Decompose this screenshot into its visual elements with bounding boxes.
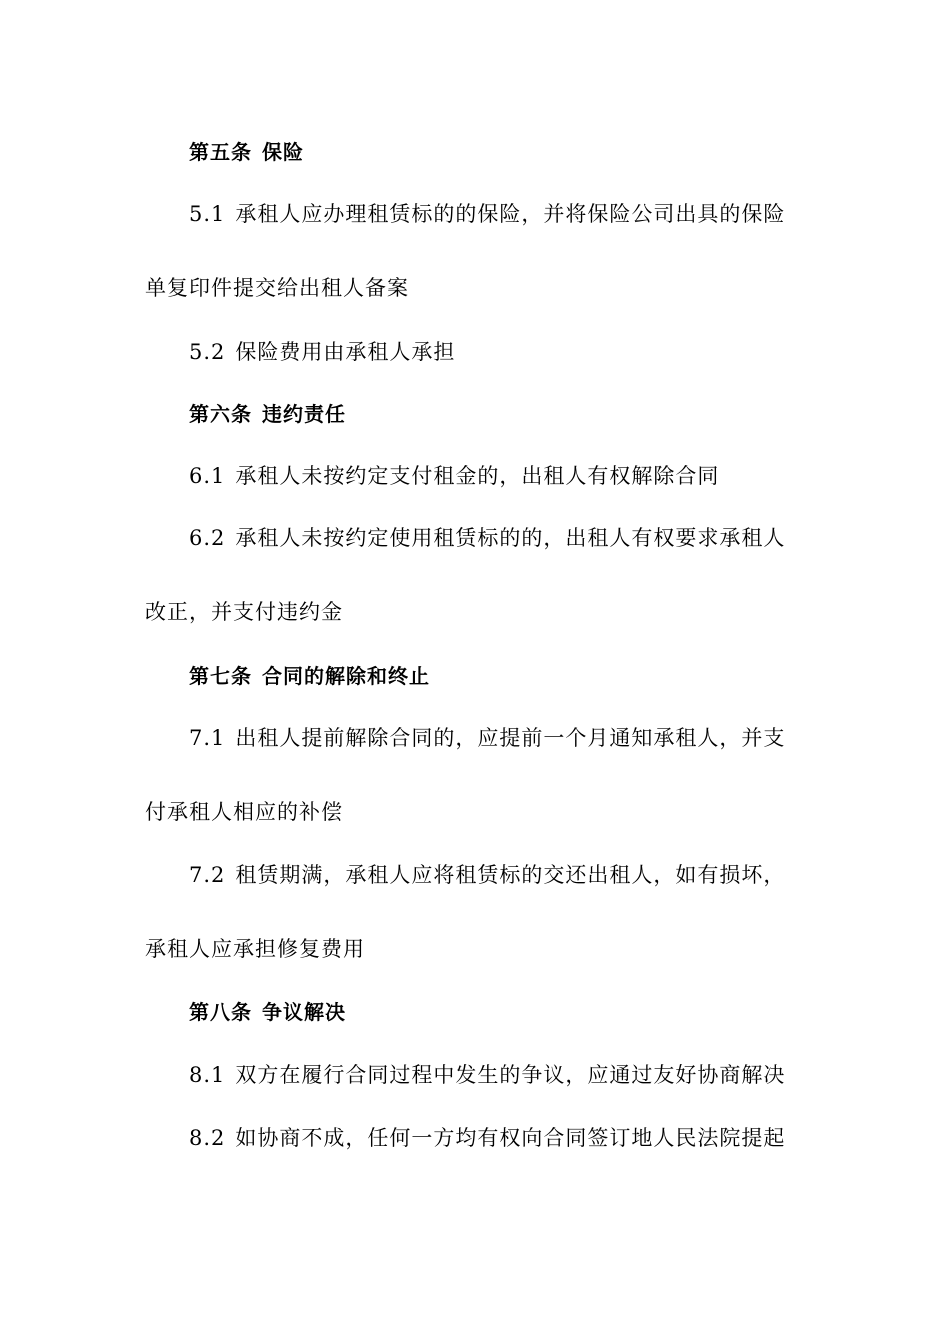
clause-8-2-text: 如协商不成，任何一方均有权向合同签订地人民法院提起 xyxy=(235,1126,786,1150)
clause-8-1 xyxy=(189,1061,785,1089)
article-8-title: 争议解决 xyxy=(262,1000,346,1024)
clause-5-1-continuation: 单复印件提交给出租人备案 xyxy=(145,276,409,300)
article-5-title: 保险 xyxy=(262,140,304,164)
clause-8-1-text: 双方在履行合同过程中发生的争议，应通过友好协商解决 xyxy=(235,1063,786,1087)
clause-8-2-number: 8.2 xyxy=(189,1126,226,1150)
article-8-heading xyxy=(189,998,346,1026)
clause-6-1-number: 6.1 xyxy=(189,464,226,488)
clause-6-1 xyxy=(189,462,719,490)
clause-6-2-number: 6.2 xyxy=(189,526,226,550)
clause-6-2 xyxy=(189,524,785,552)
clause-7-1-number: 7.1 xyxy=(189,726,226,750)
clause-5-1 xyxy=(189,200,785,228)
clause-6-1-text: 承租人未按约定支付租金的，出租人有权解除合同 xyxy=(235,464,720,488)
clause-8-2 xyxy=(189,1124,785,1152)
clause-7-2 xyxy=(189,861,785,889)
clause-5-2 xyxy=(189,338,455,366)
article-6-number: 第六条 xyxy=(189,402,252,426)
clause-7-2-text: 租赁期满，承租人应将租赁标的交还出租人，如有损坏， xyxy=(235,863,786,887)
article-6-heading xyxy=(189,400,346,428)
clause-5-1-text: 承租人应办理租赁标的的保险，并将保险公司出具的保险 xyxy=(235,202,786,226)
clause-7-1-continuation: 付承租人相应的补偿 xyxy=(145,800,343,824)
clause-8-1-number: 8.1 xyxy=(189,1063,226,1087)
clause-6-2-continuation: 改正，并支付违约金 xyxy=(145,600,343,624)
clause-5-1-number: 5.1 xyxy=(189,202,226,226)
article-8-number: 第八条 xyxy=(189,1000,252,1024)
article-5-number: 第五条 xyxy=(189,140,252,164)
clause-7-1 xyxy=(189,724,785,752)
clause-7-2-number: 7.2 xyxy=(189,863,226,887)
article-7-number: 第七条 xyxy=(189,664,252,688)
article-5-heading xyxy=(189,138,304,166)
article-6-title: 违约责任 xyxy=(262,402,346,426)
clause-7-1-text: 出租人提前解除合同的，应提前一个月通知承租人，并支 xyxy=(235,726,786,750)
clause-5-2-number: 5.2 xyxy=(189,340,226,364)
article-7-heading xyxy=(189,662,430,690)
clause-6-2-text: 承租人未按约定使用租赁标的的，出租人有权要求承租人 xyxy=(235,526,786,550)
article-7-title: 合同的解除和终止 xyxy=(262,664,430,688)
clause-7-2-continuation: 承租人应承担修复费用 xyxy=(145,937,365,961)
clause-5-2-text: 保险费用由承租人承担 xyxy=(235,340,456,364)
